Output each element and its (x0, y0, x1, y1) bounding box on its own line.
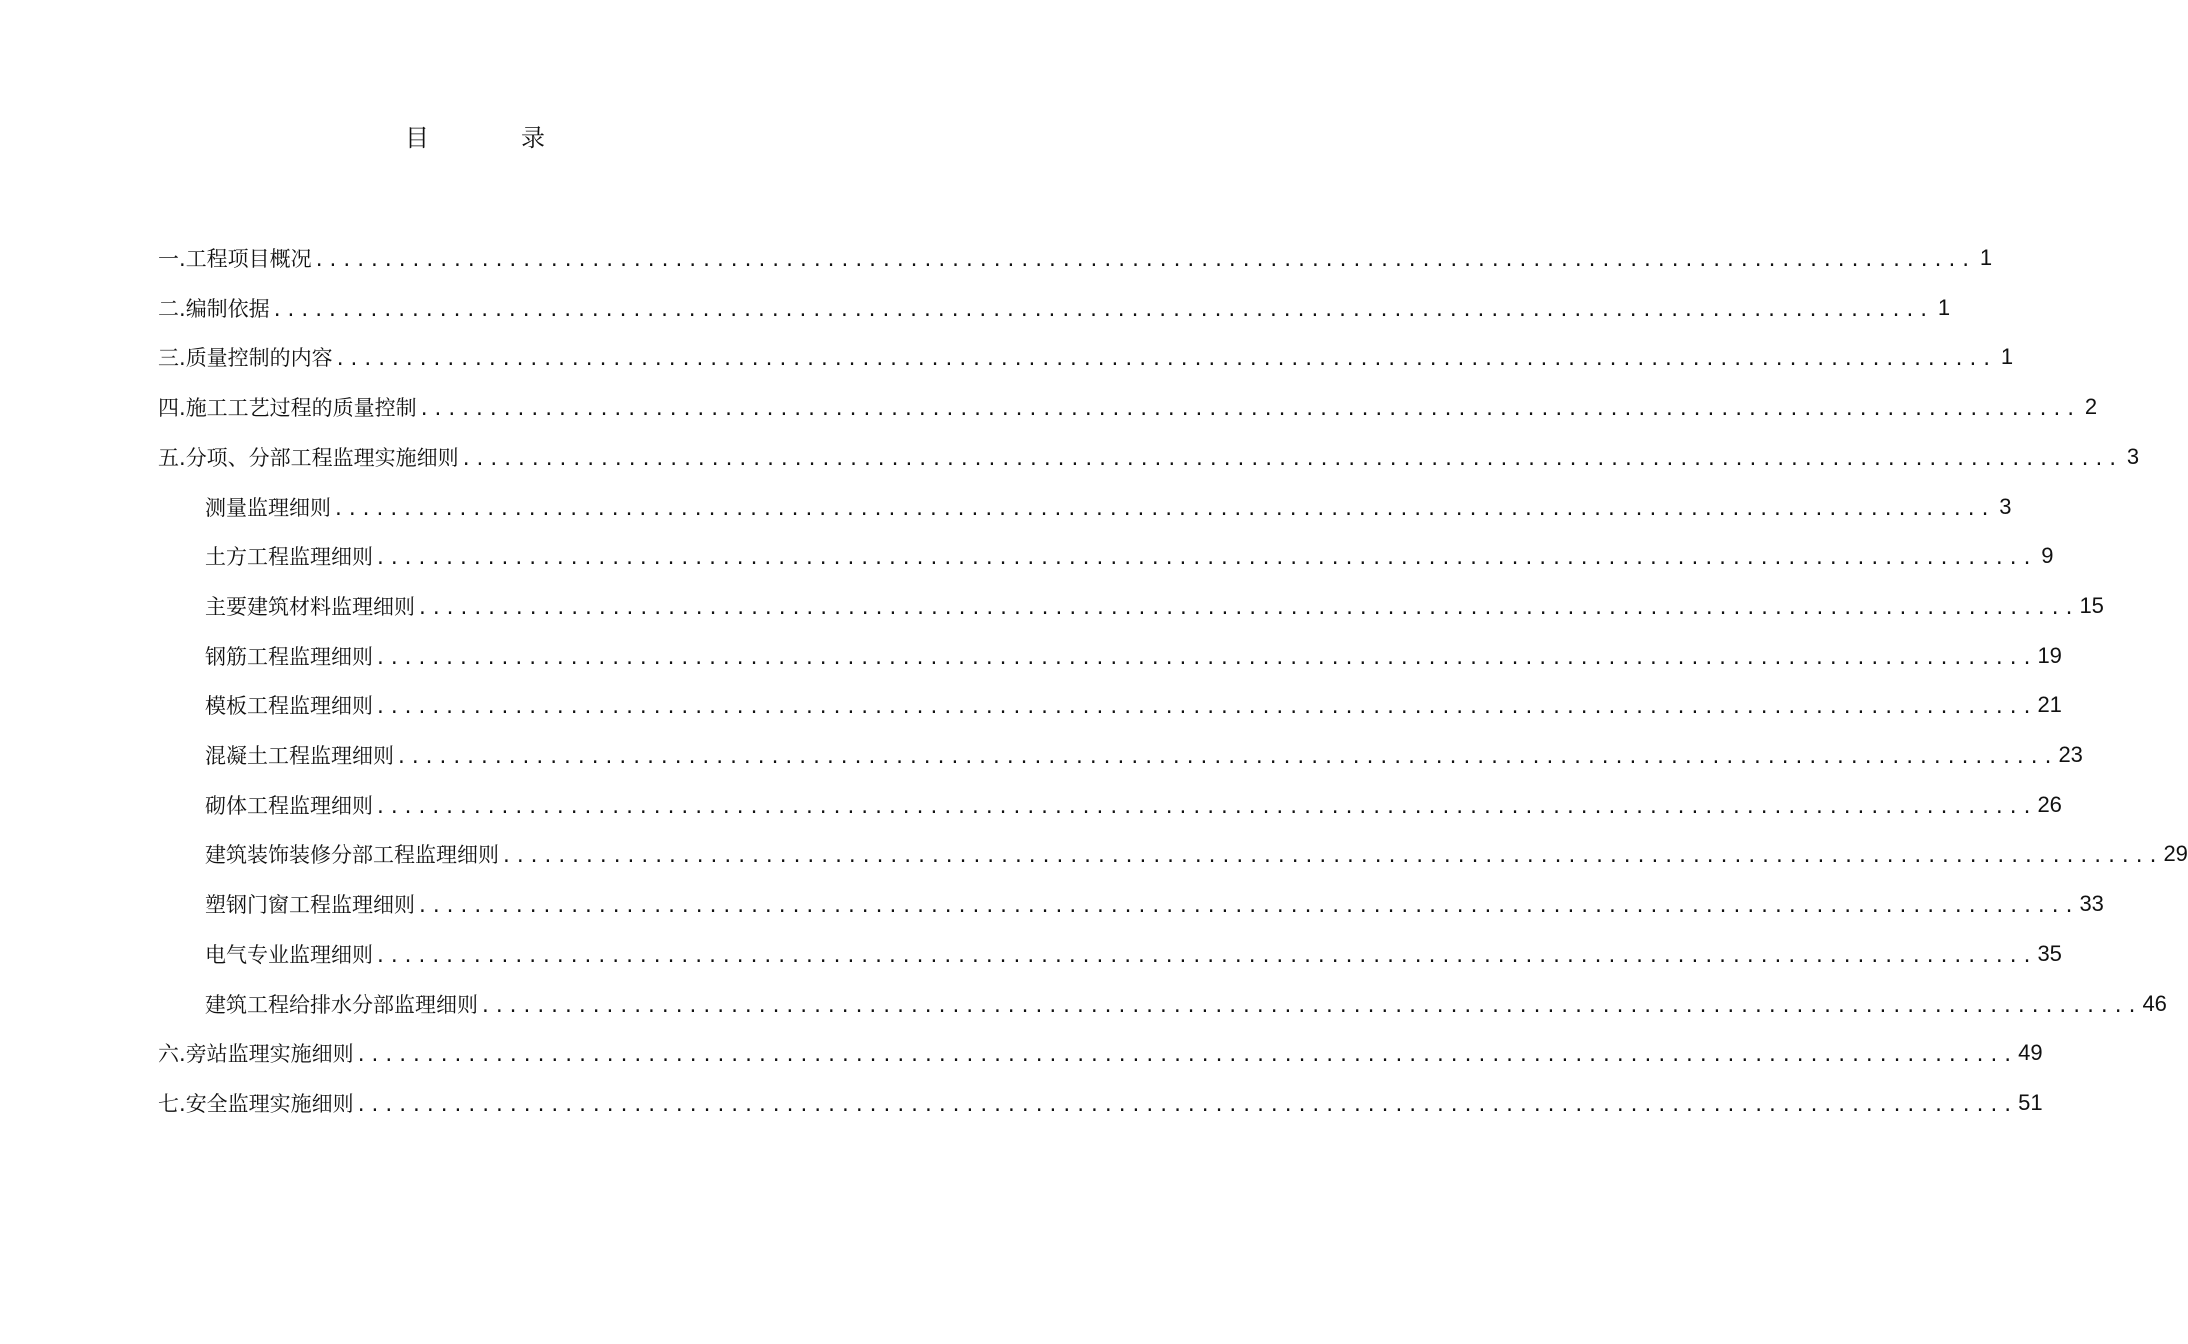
toc-leader-dots: ........................................................................................................................ (355, 1045, 2017, 1067)
toc-entry-label: 主要建筑材料监理细则 (205, 594, 415, 619)
toc-leader-dots: ........................................................................................................................ (375, 697, 2036, 719)
toc-leader-dots: ........................................................................................................................ (460, 448, 2122, 470)
page-title (0, 118, 950, 153)
toc-entry[interactable] (205, 586, 2104, 626)
toc-entry-page-number: 3 (2126, 443, 2140, 469)
toc-leader-dots: ........................................................................................................................ (334, 349, 1996, 371)
toc-entry[interactable] (158, 387, 2098, 427)
toc-entry[interactable] (158, 337, 2014, 377)
toc-leader-dots: ........................................................................................................................ (418, 399, 2080, 421)
toc-entry-label: 钢筋工程监理细则 (205, 644, 373, 669)
toc-entry[interactable] (205, 785, 2062, 825)
toc-entry-label: 编制依据 (185, 296, 270, 321)
toc-entry-label: 施工工艺过程的质量控制 (185, 396, 417, 421)
toc-entry-page-number: 2 (2084, 394, 2098, 420)
toc-entry-page-number: 23 (2058, 742, 2083, 767)
toc-leader-dots: ........................................................................................................................ (375, 796, 2036, 818)
toc-entry[interactable] (205, 735, 2083, 775)
toc-entry-label: 分项、分部工程监理实施细则 (185, 445, 459, 470)
toc-entry-page-number: 1 (1937, 294, 1951, 320)
toc-entry[interactable] (158, 437, 2140, 477)
toc-leader-dots: ........................................................................................................................ (396, 747, 2057, 768)
toc-leader-dots: ........................................................................................................................ (480, 995, 2141, 1017)
toc-entry[interactable] (205, 636, 2062, 676)
toc-entry-label: 建筑工程给排水分部监理细则 (205, 992, 478, 1017)
toc-entry-page-number: 9 (2041, 543, 2054, 569)
toc-entry[interactable] (158, 288, 1951, 328)
toc-leader-dots: ........................................................................................................................ (417, 896, 2078, 918)
title-char-2: 录 (521, 124, 545, 152)
toc-leader-dots: ........................................................................................................................ (375, 548, 2036, 570)
toc-entry-number: 六. (158, 1042, 186, 1067)
toc-leader-dots: ........................................................................................................................ (313, 250, 1975, 271)
toc-entry[interactable] (205, 834, 2188, 874)
toc-entry-number: 五. (158, 445, 186, 470)
toc-entry-page-number: 1 (2000, 344, 2014, 370)
toc-entry-label: 混凝土工程监理细则 (205, 744, 394, 768)
toc-entry[interactable] (205, 984, 2167, 1024)
toc-entry-page-number: 26 (2037, 791, 2062, 817)
toc-entry-number: 七. (158, 1091, 186, 1116)
toc-leader-dots: ........................................................................................................................ (501, 846, 2162, 868)
toc-entry-page-number: 15 (2079, 592, 2104, 618)
title-char-1: 目 (405, 124, 429, 152)
toc-leader-dots: ........................................................................................................................ (355, 1094, 2017, 1116)
toc-entry[interactable] (205, 685, 2062, 725)
toc-entry-page-number: 51 (2018, 1089, 2043, 1115)
toc-entry-label: 测量监理细则 (205, 495, 331, 520)
toc-entry[interactable] (205, 934, 2062, 974)
toc-entry-page-number: 49 (2018, 1040, 2043, 1066)
toc-entry-label: 质量控制的内容 (185, 346, 333, 371)
toc-entry-number: 二. (158, 296, 186, 321)
toc-leader-dots: ........................................................................................................................ (333, 498, 1994, 520)
toc-entry[interactable] (205, 536, 2054, 576)
toc-entry-label: 土方工程监理细则 (205, 545, 373, 570)
toc-entry-page-number: 21 (2037, 692, 2062, 718)
toc-entry-page-number: 19 (2037, 642, 2062, 668)
toc-leader-dots: ........................................................................................................................ (417, 597, 2078, 619)
toc-entry-page-number: 3 (1999, 493, 2012, 519)
toc-entry-page-number: 35 (2037, 940, 2062, 966)
toc-leader-dots: ........................................................................................................................ (271, 299, 1933, 321)
toc-entry-number: 四. (158, 396, 186, 421)
toc-entry-page-number: 33 (2079, 891, 2104, 917)
toc-entry[interactable] (158, 238, 1993, 278)
toc-entry[interactable] (158, 1083, 2043, 1123)
toc-entry-label: 旁站监理实施细则 (185, 1042, 354, 1067)
toc-entry-label: 砌体工程监理细则 (205, 793, 373, 818)
toc-entry-number: 一. (158, 247, 186, 271)
toc-entry-page-number: 29 (2163, 841, 2188, 867)
toc-entry-page-number: 46 (2142, 990, 2167, 1016)
toc-entry-label: 塑钢门窗工程监理细则 (205, 893, 415, 918)
toc-entry-label: 电气专业监理细则 (205, 942, 373, 967)
toc-entry-label: 工程项目概况 (185, 247, 312, 271)
toc-entry-label: 安全监理实施细则 (185, 1091, 354, 1116)
toc-entry-page-number: 1 (1979, 245, 1993, 270)
toc-entry-number: 三. (158, 346, 186, 371)
toc-entry-label: 模板工程监理细则 (205, 694, 373, 719)
toc-leader-dots: ........................................................................................................................ (375, 647, 2036, 669)
toc-entry[interactable] (205, 884, 2104, 924)
toc-leader-dots: ........................................................................................................................ (375, 945, 2036, 967)
toc-entry-label: 建筑装饰装修分部工程监理细则 (205, 843, 499, 868)
toc-entry[interactable] (158, 1033, 2043, 1073)
toc-entry[interactable] (205, 487, 2012, 527)
